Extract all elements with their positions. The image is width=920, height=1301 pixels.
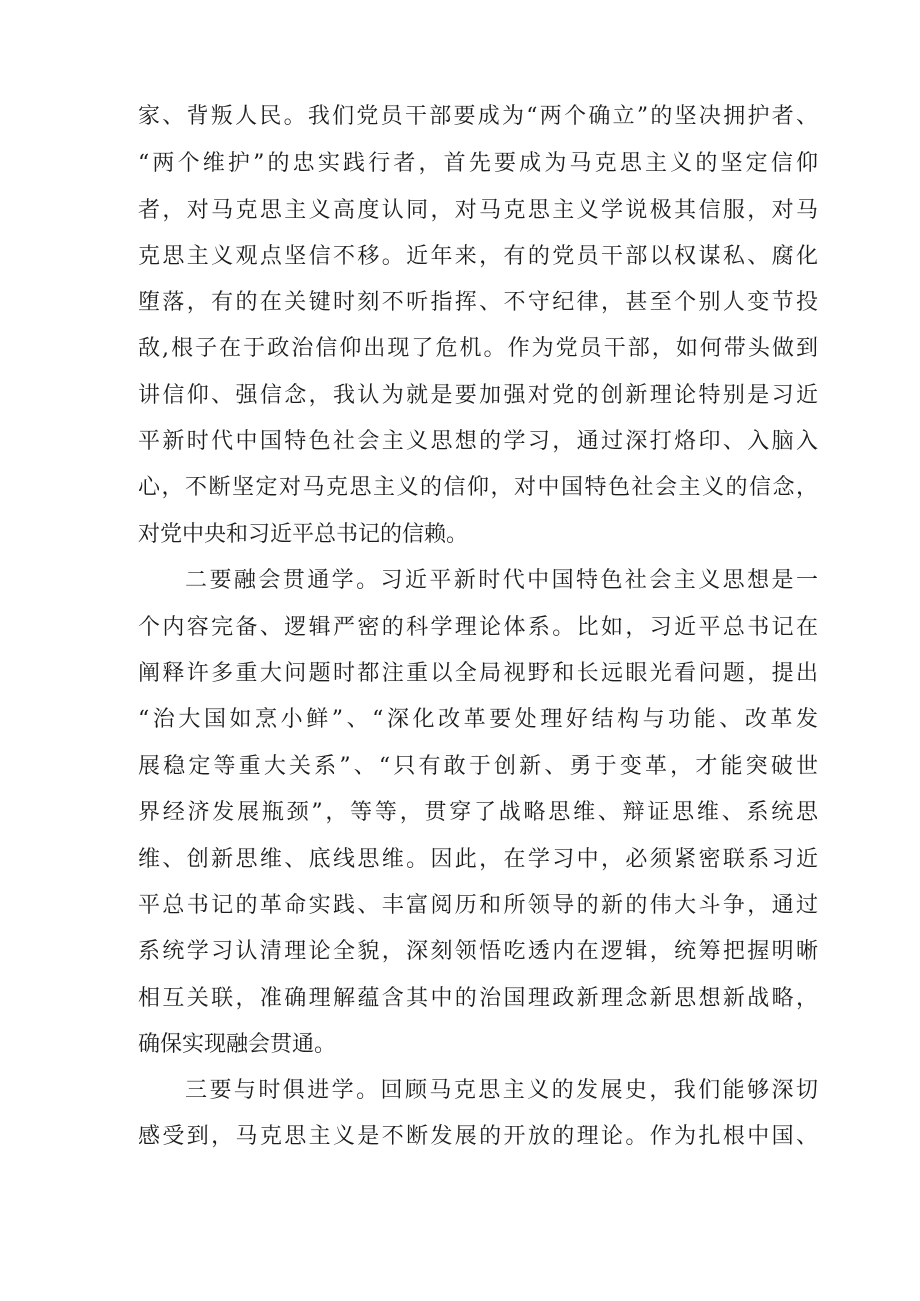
text-line: 感受到，马克思主义是不断发展的开放的理论。作为扎根中国、 bbox=[138, 1124, 818, 1149]
text-line: 对党中央和习近平总书记的信赖。 bbox=[138, 522, 469, 547]
text-line: 讲信仰、强信念，我认为就是要加强对党的创新理论特别是习近 bbox=[138, 383, 818, 408]
text-line: “两个维护”的忠实践行者，首先要成为马克思主义的坚定信仰 bbox=[138, 151, 818, 176]
text-line: 三要与时俱进学。回顾马克思主义的发展史，我们能够深切 bbox=[185, 1078, 818, 1103]
text-line: 堕落，有的在关键时刻不听指挥、不守纪律，甚至个别人变节投 bbox=[138, 290, 818, 315]
text-line: 二要融会贯通学。习近平新时代中国特色社会主义思想是一 bbox=[185, 568, 818, 593]
text-line: 确保实现融会贯通。 bbox=[138, 1032, 337, 1057]
text-line: 展稳定等重大关系”、“只有敢于创新、勇于变革，才能突破世 bbox=[138, 754, 818, 779]
text-line: 敌,根子在于政治信仰出现了危机。作为党员干部，如何带头做到 bbox=[138, 336, 818, 361]
text-line: 克思主义观点坚信不移。近年来，有的党员干部以权谋私、腐化 bbox=[138, 244, 818, 269]
text-line: 者，对马克思主义高度认同，对马克思主义学说极其信服，对马 bbox=[138, 198, 818, 223]
text-line: “治大国如烹小鲜”、“深化改革要处理好结构与功能、改革发 bbox=[138, 707, 818, 732]
text-line: 平新时代中国特色社会主义思想的学习，通过深打烙印、入脑入 bbox=[138, 429, 818, 454]
text-line: 阐释许多重大问题时都注重以全局视野和长远眼光看问题，提出 bbox=[138, 661, 818, 686]
text-line: 平总书记的革命实践、丰富阅历和所领导的新的伟大斗争，通过 bbox=[138, 893, 818, 918]
text-line: 家、背叛人民。我们党员干部要成为“两个确立”的坚决拥护者、 bbox=[138, 104, 818, 129]
text-line: 界经济发展瓶颈”，等等，贯穿了战略思维、辩证思维、系统思 bbox=[138, 800, 818, 825]
text-line: 相互关联，准确理解蕴含其中的治国理政新理念新思想新战略， bbox=[138, 986, 818, 1011]
text-line: 系统学习认清理论全貌，深刻领悟吃透内在逻辑，统筹把握明晰 bbox=[138, 939, 818, 964]
text-line: 心，不断坚定对马克思主义的信仰，对中国特色社会主义的信念， bbox=[138, 475, 818, 500]
text-line: 维、创新思维、底线思维。因此，在学习中，必须紧密联系习近 bbox=[138, 847, 818, 872]
text-line: 个内容完备、逻辑严密的科学理论体系。比如，习近平总书记在 bbox=[138, 615, 818, 640]
